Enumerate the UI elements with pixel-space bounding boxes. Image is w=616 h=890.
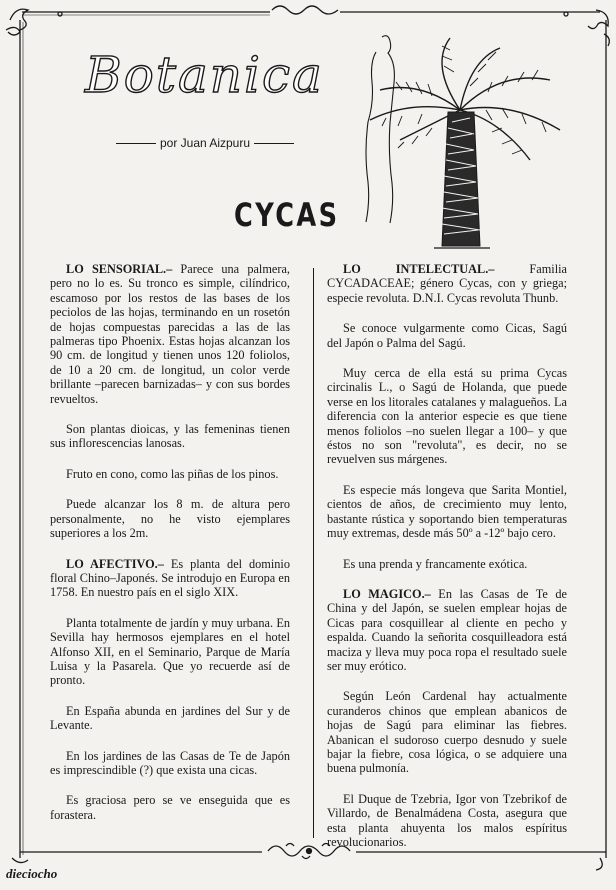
paragraph bbox=[327, 366, 567, 467]
paragraph bbox=[50, 467, 290, 481]
paragraph-text: Según León Cardenal hay actualmente curanderos chinos que emplean abanicos de hojas de Sagú para eliminar las fiebres. Abanican el sudoroso cuerpo desnudo y suele bajar la fiebre, cosa lógica, o se adquiere una buena pulmonía. bbox=[327, 689, 567, 776]
paragraph bbox=[50, 422, 290, 451]
section-title: Botanica bbox=[85, 46, 324, 104]
paragraph-text: Se conoce vulgarmente como Cicas, Sagú del Japón o Palma del Sagú. bbox=[327, 321, 567, 350]
paragraph-text: Es planta del dominio floral Chino–Japonés. Se introdujo en Europa en 1758. En nuestro país en el siglo XIX. bbox=[50, 556, 290, 600]
byline-text: por Juan Aizpuru bbox=[159, 136, 251, 150]
column-divider bbox=[313, 268, 314, 838]
paragraph-lead: LO INTELECTUAL.– bbox=[343, 262, 495, 276]
paragraph-text: Planta totalmente de jardín y muy urbana. En Sevilla hay hermosos ejemplares en el hotel Alfonso XII, en el Seminario, Parque de María Luisa y la Pasarela. Que yo recuerde así de pronto. bbox=[50, 615, 290, 688]
paragraph bbox=[50, 793, 290, 822]
paragraph-text: Es graciosa pero se ve enseguida que es forastera. bbox=[50, 793, 290, 822]
footer-ornament bbox=[266, 840, 352, 862]
paragraph bbox=[327, 483, 567, 541]
paragraph-text: Parece una palmera, pero no lo es. Su tronco es simple, cilíndrico, escamoso por los restos de las bases de los peciolos de las hojas, terminando en un rosetón de hojas compuestas parecidas a las de las palmeras tipo Phoenix. Estas hojas alcanzan los 90 cm. de longitud y tienen unos 120 foliolos, de 10 a 20 cm. de longitud, un color verde brillante –parecen barnizadas– y con sus bordes revueltos. bbox=[50, 262, 290, 406]
page-number: dieciocho bbox=[6, 866, 58, 881]
paragraph-text: Puede alcanzar los 8 m. de altura pero personalmente, no he visto ejemplares superiores a los 2m. bbox=[50, 497, 290, 541]
paragraph-text: Es especie más longeva que Sarita Montiel, cientos de años, de crecimiento muy lento, bastante rústica y soportando bien temperaturas muy extremas, desde más 50º a -12º bajo cero. bbox=[327, 482, 567, 541]
paragraph-lead: LO AFECTIVO.– bbox=[66, 556, 164, 571]
article-heading: CYCAS bbox=[234, 196, 340, 234]
byline-rule-right bbox=[254, 143, 294, 144]
human-figure-outline bbox=[366, 36, 394, 223]
cycas-illustration bbox=[342, 32, 572, 254]
paragraph-text: Fruto en cono, como las piñas de los pinos. bbox=[66, 466, 279, 481]
left-column bbox=[50, 262, 290, 838]
paragraph bbox=[327, 587, 567, 673]
paragraph bbox=[327, 689, 567, 775]
byline bbox=[105, 136, 305, 150]
paragraph-text: Son plantas dioicas, y las femeninas tienen sus inflorescencias lanosas. bbox=[50, 422, 290, 451]
paragraph-text: Familia CYCADACEAE; género Cycas, con y griega; especie revoluta. D.N.I. Cycas revoluta Thunb. bbox=[327, 262, 567, 305]
paragraph bbox=[327, 321, 567, 350]
paragraph bbox=[50, 497, 290, 540]
paragraph-lead: LO SENSORIAL.– bbox=[66, 262, 173, 276]
paragraph bbox=[50, 262, 290, 406]
paragraph bbox=[50, 704, 290, 733]
paragraph bbox=[327, 557, 567, 571]
paragraph bbox=[50, 616, 290, 688]
paragraph bbox=[327, 792, 567, 850]
paragraph-text: En las Casas de Te de China y del Japón, se suelen emplear hojas de Cicas para cosquillear al cliente en pecho y espalda. Cuando la señorita cosquilleadora está maciza y lleva muy poca ropa el resultado suele ser muy erótico. bbox=[327, 586, 567, 673]
paragraph-text: Es una prenda y francamente exótica. bbox=[343, 556, 528, 571]
paragraph-text: En los jardines de las Casas de Te de Japón es imprescindible (?) que exista una cicas. bbox=[50, 748, 290, 777]
paragraph-text: Muy cerca de ella está su prima Cycas circinalis L., o Sagú de Holanda, que puede verse en los litorales catalanes y malagueños. La diferencia con la anterior especie es que tiene menos foliolos –no suelen llegar a 100– y que éstos no son "revoluta", es decir, no se revuelven sus márgenes. bbox=[327, 366, 567, 467]
right-column bbox=[327, 262, 567, 865]
paragraph-lead: LO MAGICO.– bbox=[343, 586, 431, 601]
paragraph bbox=[50, 557, 290, 600]
byline-rule-left bbox=[116, 143, 156, 144]
paragraph bbox=[327, 262, 567, 305]
paragraph-text: En España abunda en jardines del Sur y de Levante. bbox=[50, 703, 290, 733]
paragraph-text: El Duque de Tzebria, Igor von Tzebrikof de Villardo, de Benalmádena Costa, asegura que esta planta ahuyenta los malos espíritus revolucionarios. bbox=[327, 791, 567, 849]
paragraph bbox=[50, 749, 290, 778]
